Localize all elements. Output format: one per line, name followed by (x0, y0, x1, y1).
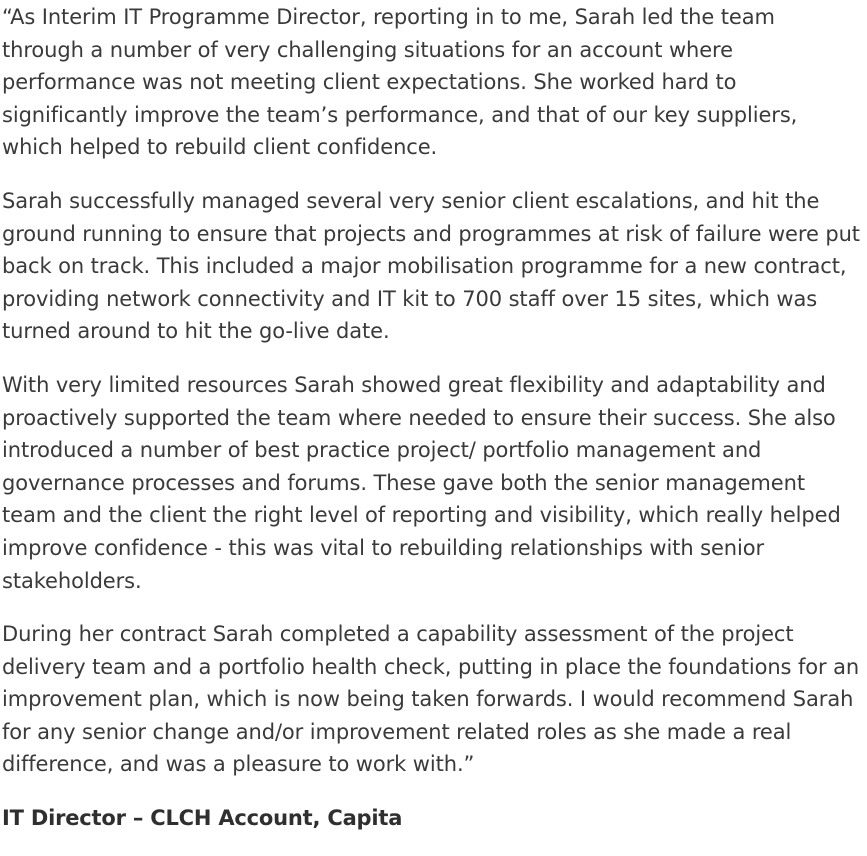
testimonial-paragraph-4: During her contract Sarah completed a capability assessment of the project delivery team and a portfolio health check, putting in place the foundations for an improvement plan, which is now being taken forwards. I would recommend Sarah for any senior change and/or improvement related roles as she made a real difference, and was a pleasure to work with.” (2, 622, 860, 777)
testimonial-attribution: IT Director – CLCH Account, Capita (2, 806, 403, 831)
testimonial-block (2, 1, 862, 856)
testimonial-paragraph-1: “As Interim IT Programme Director, reporting in to me, Sarah led the team through a number of very challenging situations for an account where performance was not meeting client expectations. She worked hard to significantly improve the team’s performance, and that of our key suppliers, which helped to rebuild client confidence. (2, 5, 798, 160)
testimonial-paragraph-3: With very limited resources Sarah showed great flexibility and adaptability and proactively supported the team where needed to ensure their success. She also introduced a number of best practice project/ portfolio management and governance processes and forums. These gave both the senior management team and the client the right level of reporting and visibility, which really helped improve confidence - this was vital to rebuilding relationships with senior stakeholders. (2, 372, 841, 593)
testimonial-paragraph-2: Sarah successfully managed several very senior client escalations, and hit the ground running to ensure that projects and programmes at risk of failure were put back on track. This included a major mobilisation programme for a new contract, providing network connectivity and IT kit to 700 staff over 15 sites, which was turned around to hit the go-live date. (2, 188, 860, 344)
